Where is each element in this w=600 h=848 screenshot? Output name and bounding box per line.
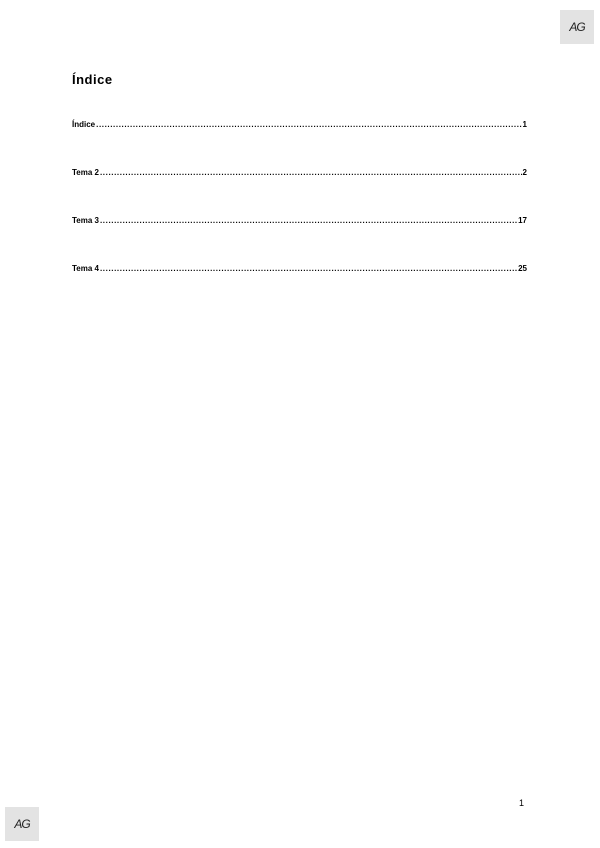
toc-dot-leader: [100, 216, 517, 225]
toc-entry-tema-3[interactable]: [72, 216, 527, 264]
toc-entry-tema-4[interactable]: [72, 264, 527, 312]
toc-dot-leader: [96, 120, 521, 129]
toc-entry-page: 1: [522, 120, 527, 129]
ag-logo-icon: AG: [5, 807, 39, 841]
toc-entry-page: 25: [518, 264, 527, 273]
toc-entry-tema-2[interactable]: [72, 168, 527, 216]
page-title: Índice: [72, 72, 113, 87]
ag-logo-icon: AG: [560, 10, 594, 44]
table-of-contents: [72, 120, 527, 312]
toc-entry-label: Tema 4: [72, 264, 99, 273]
toc-dot-leader: [100, 168, 522, 177]
toc-entry-label: Índice: [72, 120, 96, 129]
toc-entry-page: 17: [518, 216, 527, 225]
page-number: 1: [519, 798, 525, 808]
toc-entry-label: Tema 2: [72, 168, 99, 177]
toc-dot-leader: [100, 264, 517, 273]
toc-entry-label: Tema 3: [72, 216, 99, 225]
toc-entry-indice[interactable]: [72, 120, 527, 168]
toc-entry-page: 2: [522, 168, 527, 177]
